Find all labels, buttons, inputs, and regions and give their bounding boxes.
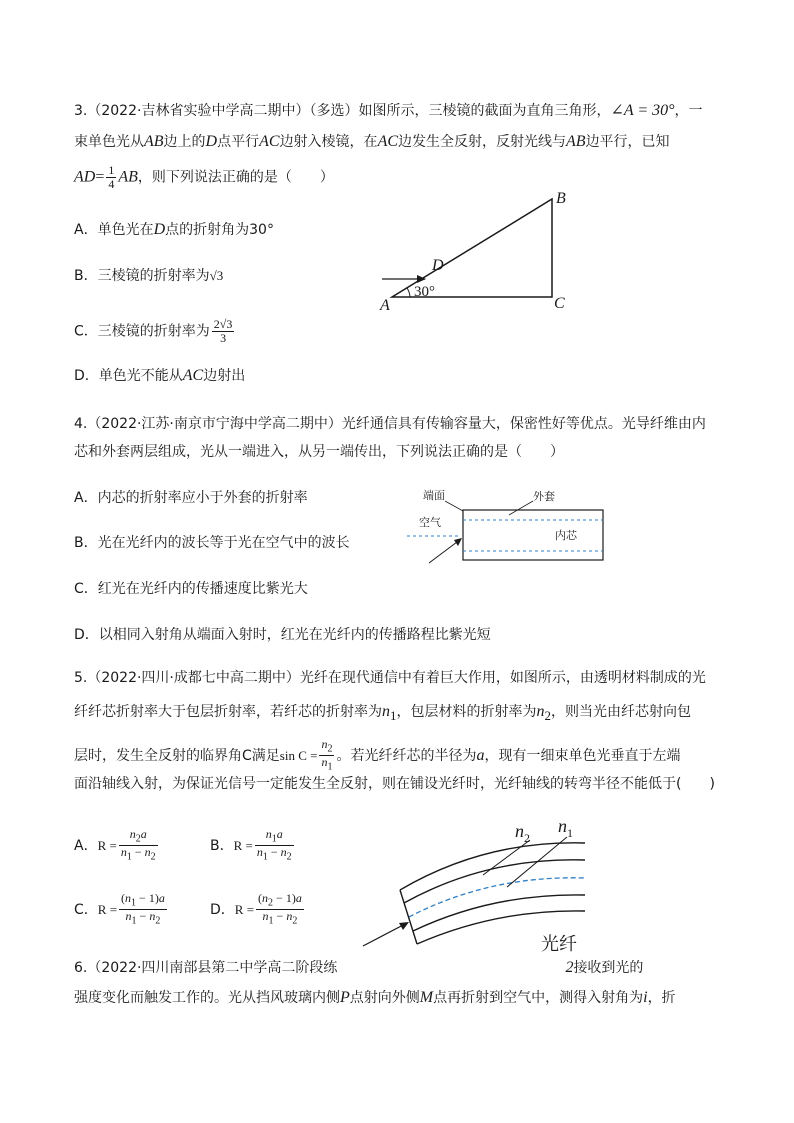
label-n2: $n_2$ [515,821,530,845]
fiber-figure [405,485,615,575]
q3-line-3: AD= $\frac{1}{4}$ AB，则下列说法正确的是（ ） [74,163,334,191]
end-face-leader [445,501,463,511]
cladding-outer-top [400,843,585,890]
cladding-leader [509,501,533,515]
curved-fiber-figure [355,815,595,960]
option-d-fraction: $\frac{(n_2 - 1)a}{n_1 - n_2}$ [258,891,302,927]
label-air: 空气 [419,516,441,529]
option-a-fraction: $\frac{n_2a}{n_1 - n_2}$ [120,827,156,863]
fraction-two-root-three-over-three: $\frac{2√3}{3}$ [213,317,233,345]
label-D: D [432,257,444,274]
label-A: A [380,297,390,314]
q5-option-b[interactable]: B．R = $\frac{n_1a}{n_1 - n_2}$ [210,827,292,863]
q6-line-1: 6.（2022·四川南部县第二中学高二阶段练 2接收到光的 [74,959,644,976]
q5-line-2: 纤纤芯折射率大于包层折射率，若纤芯的折射率为$n_1$，包层材料的折射率为$n_2$，则当光由纤芯射向包 [74,703,691,723]
label-n1: $n_1$ [558,816,573,840]
q5-line-1: 5.（2022·四川·成都七中高二期中）光纤在现代通信中有着巨大作用，如图所示，由透明材料制成的光 [74,670,706,686]
q3-option-b[interactable]: B．三棱镜的折射率为√3 [74,268,224,284]
core-bottom [413,895,585,931]
q3-option-d[interactable]: D．单色光不能从AC边射出 [74,367,246,384]
q3-option-a[interactable]: A．单色光在D点的折射角为30° [74,221,274,238]
arrow-head-icon [454,538,462,546]
label-fiber: 光纤 [541,934,577,955]
q4-option-a[interactable]: A．内芯的折射率应小于外套的折射率 [74,490,308,506]
q3-tag: （多选） [309,103,359,119]
prism-triangle [392,199,552,297]
label-end-face: 端面 [423,489,445,502]
prism-figure [370,185,580,315]
q3-line-1: 3.（2022·吉林省实验中学高二期中）（多选）如图所示，三棱镜的截面为直角三角形，∠A = 30°，一 [74,102,703,119]
label-cladding: 外套 [533,490,555,503]
fraction-n2-over-n1: $\frac{n_2}{n_1}$ [321,737,333,773]
q3-option-c[interactable]: C．三棱镜的折射率为 $\frac{2√3}{3}$ [74,317,233,345]
q3-source: （2022·吉林省实验中学高二期中） [87,103,310,119]
label-C: C [554,295,565,312]
angle-arc [407,288,410,297]
q4-option-b[interactable]: B．光在光纤内的波长等于光在空气中的波长 [74,535,350,551]
q5-option-a[interactable]: A．R = $\frac{n_2a}{n_1 - n_2}$ [74,827,156,863]
n2-leader [483,840,530,875]
q6-line-2: 强度变化而触发工作的。光从挡风玻璃内侧P点射向外侧M点再折射到空气中，测得入射角为i，折 [74,989,676,1006]
label-B: B [556,190,566,207]
angle-label: 30° [414,284,435,300]
q4-line-1: 4.（2022·江苏·南京市宁海中学高二期中）光纤通信具有传输容量大，保密性好等优点。光导纤维由内 [74,416,706,432]
option-b-fraction: $\frac{n_1a}{n_1 - n_2}$ [256,827,292,863]
q5-option-c[interactable]: C．R = $\frac{(n_1 - 1)a}{n_1 - n_2}$ [74,891,165,927]
q5-option-d[interactable]: D．R = $\frac{(n_2 - 1)a}{n_1 - n_2}$ [210,891,302,927]
q4-option-d[interactable]: D．以相同入射角从端面入射时，红光在光纤内的传播路程比紫光短 [74,627,491,643]
q3-line-2: 束单色光从AB边上的D点平行AC边射入棱镜，在AC边发生全反射，反射光线与AB边平行，已知 [74,133,670,150]
option-c-fraction: $\frac{(n_1 - 1)a}{n_1 - n_2}$ [121,891,165,927]
fiber-body [463,510,603,560]
q5-line-3: 层时，发生全反射的临界角C满足sin C = $\frac{n_2}{n_1}$ 。若光纤纤芯的半径为a，现有一细束单色光垂直于左端 [74,737,681,773]
angle-expr: ∠A = 30° [610,102,675,119]
incident-ray [363,923,407,946]
sensor-label: 2 [565,959,574,976]
q3-number: 3. [74,103,88,119]
q4-option-c[interactable]: C．红光在光纤内的传播速度比紫光大 [74,581,308,597]
q4-line-2: 芯和外套两层组成，光从一端进入，从另一端传出，下列说法正确的是（ ） [74,444,564,460]
q5-line-4: 面沿轴线入射，为保证光信号一定能发生全反射，则在铺设光纤时，光纤轴线的转弯半径不能低于( ) [74,776,715,792]
fraction-one-quarter: $\frac{1}{4}$ [108,163,115,191]
label-core: 内芯 [555,529,577,542]
